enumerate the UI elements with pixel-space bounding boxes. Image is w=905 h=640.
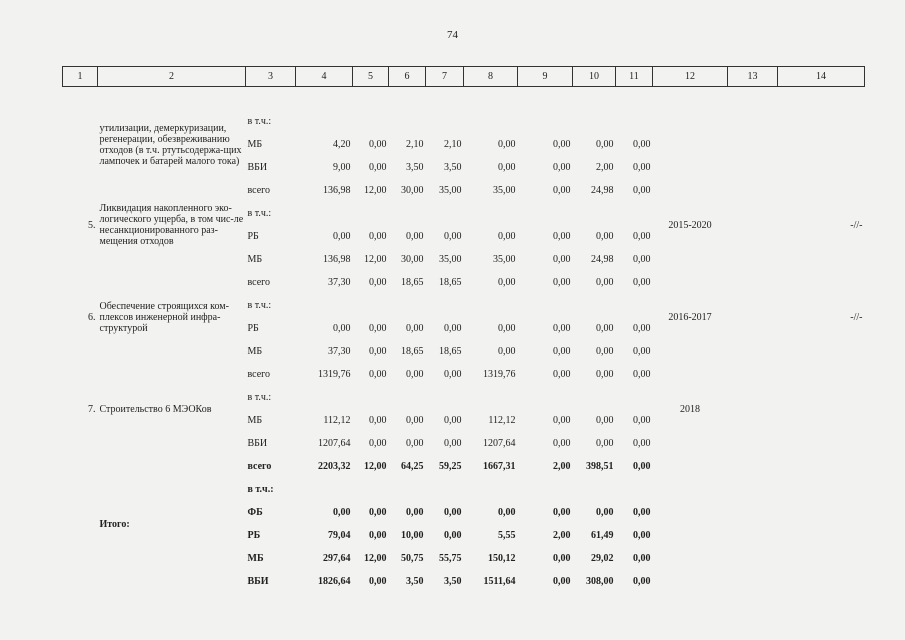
value-cell: 0,00 <box>369 530 387 541</box>
value-cell <box>518 478 573 501</box>
funding-source: в т.ч.: <box>247 484 274 495</box>
value-cell <box>573 478 616 501</box>
value-cell: 10,00 <box>401 530 424 541</box>
value-cell: 0,00 <box>369 139 387 150</box>
value-cell: 308,00 <box>586 576 614 587</box>
value-cell: 12,00 <box>364 461 387 472</box>
page-number: 74 <box>447 29 458 41</box>
col-header: 2 <box>98 67 246 87</box>
value-cell: 0,00 <box>444 507 462 518</box>
value-cell: 0,00 <box>333 231 351 242</box>
value-cell <box>518 386 573 409</box>
value-cell: 0,00 <box>553 438 571 449</box>
value-cell <box>573 110 616 133</box>
value-cell <box>426 294 464 317</box>
funding-source: МБ <box>247 139 263 150</box>
value-cell: 1511,64 <box>483 576 516 587</box>
value-cell <box>389 478 426 501</box>
period-cell <box>653 110 728 179</box>
value-cell: 0,00 <box>444 369 462 380</box>
item-name: утилизации, демеркуризации, регенерации, обезвреживанию отходов (в т.ч. ртутьсодержа-щих лампочек и батарей малого тока) <box>99 122 242 167</box>
value-cell: 35,00 <box>493 185 516 196</box>
value-cell: 0,00 <box>596 438 614 449</box>
period-cell: 2015-2020 <box>668 219 712 231</box>
funding-source: ФБ <box>247 507 263 518</box>
table-body <box>63 87 865 594</box>
value-cell <box>353 202 389 225</box>
value-cell: 3,50 <box>444 162 462 173</box>
value-cell: 18,65 <box>439 277 462 288</box>
col13-cell <box>728 455 778 593</box>
value-cell <box>616 110 653 133</box>
value-cell: 0,00 <box>369 415 387 426</box>
value-cell <box>389 110 426 133</box>
value-cell: 24,98 <box>591 254 614 265</box>
value-cell: 9,00 <box>333 162 351 173</box>
value-cell <box>296 478 353 501</box>
value-cell: 136,98 <box>323 185 351 196</box>
funding-source: ВБИ <box>247 576 269 587</box>
value-cell: 0,00 <box>633 231 651 242</box>
value-cell: 55,75 <box>439 553 462 564</box>
value-cell: 0,00 <box>369 323 387 334</box>
value-cell <box>464 478 518 501</box>
value-cell: 24,98 <box>591 185 614 196</box>
value-cell: 1667,31 <box>483 461 516 472</box>
funding-source: в т.ч.: <box>247 208 272 219</box>
value-cell: 30,00 <box>401 254 424 265</box>
col-header: 9 <box>518 67 573 87</box>
value-cell: 0,00 <box>553 139 571 150</box>
value-cell: 79,04 <box>328 530 351 541</box>
item-number: 5. <box>88 219 96 231</box>
col14-cell <box>778 110 865 179</box>
value-cell <box>296 386 353 409</box>
value-cell: 0,00 <box>498 162 516 173</box>
value-cell: 0,00 <box>498 346 516 357</box>
value-cell: 0,00 <box>369 162 387 173</box>
value-cell: 18,65 <box>401 277 424 288</box>
col-header: 8 <box>464 67 518 87</box>
value-cell: 0,00 <box>633 162 651 173</box>
value-cell: 112,12 <box>323 415 351 426</box>
value-cell: 0,00 <box>369 231 387 242</box>
value-cell <box>389 294 426 317</box>
value-cell <box>464 294 518 317</box>
item-number: 7. <box>88 403 96 415</box>
value-cell: 3,50 <box>406 576 424 587</box>
value-cell: 61,49 <box>591 530 614 541</box>
value-cell <box>616 478 653 501</box>
value-cell: 18,65 <box>401 346 424 357</box>
value-cell: 0,00 <box>633 438 651 449</box>
value-cell: 0,00 <box>633 346 651 357</box>
value-cell: 0,00 <box>633 185 651 196</box>
value-cell: 0,00 <box>553 415 571 426</box>
value-cell: 0,00 <box>596 346 614 357</box>
value-cell: 59,25 <box>439 461 462 472</box>
funding-source: ВБИ <box>247 438 268 449</box>
value-cell: 0,00 <box>406 415 424 426</box>
value-cell: 1207,64 <box>483 438 516 449</box>
value-cell: 4,20 <box>333 139 351 150</box>
value-cell: 0,00 <box>596 415 614 426</box>
value-cell: 2,00 <box>553 530 571 541</box>
value-cell: 2,00 <box>596 162 614 173</box>
item-number <box>63 455 98 593</box>
value-cell: 0,00 <box>553 553 571 564</box>
value-cell: 0,00 <box>333 323 351 334</box>
value-cell <box>464 386 518 409</box>
value-cell: 37,30 <box>328 346 351 357</box>
value-cell: 0,00 <box>553 231 571 242</box>
value-cell <box>426 478 464 501</box>
value-cell <box>616 294 653 317</box>
col-header: 3 <box>246 67 296 87</box>
period-cell: 2018 <box>680 403 700 415</box>
value-cell: 1207,64 <box>318 438 351 449</box>
value-cell: 0,00 <box>444 323 462 334</box>
funding-source: в т.ч.: <box>247 116 272 127</box>
value-cell: 0,00 <box>406 369 424 380</box>
funding-source: в т.ч.: <box>247 300 272 311</box>
value-cell: 0,00 <box>369 576 387 587</box>
value-cell: 297,64 <box>323 553 351 564</box>
value-cell <box>353 386 389 409</box>
value-cell: 0,00 <box>444 438 462 449</box>
value-cell <box>389 202 426 225</box>
value-cell: 1826,64 <box>318 576 351 587</box>
funding-source: РБ <box>247 323 259 334</box>
value-cell <box>353 294 389 317</box>
funding-source: всего <box>247 461 272 472</box>
value-cell: 0,00 <box>633 553 651 564</box>
value-cell <box>353 110 389 133</box>
item-name: Обеспечение строящихся ком-плексов инженерной инфра-структурой <box>99 300 229 334</box>
value-cell: 0,00 <box>498 231 516 242</box>
value-cell: 5,55 <box>498 530 516 541</box>
item-name: Ликвидация накопленного эко-логического ущерба, в том чис-ле несанкционированного раз-мещения отходов <box>99 203 244 247</box>
value-cell: 0,00 <box>596 231 614 242</box>
value-cell: 0,00 <box>369 507 387 518</box>
value-cell: 0,00 <box>444 530 462 541</box>
value-cell <box>518 294 573 317</box>
value-cell: 12,00 <box>364 185 387 196</box>
value-cell: 12,00 <box>364 254 387 265</box>
value-cell: 0,00 <box>498 323 516 334</box>
funding-source: всего <box>247 277 271 288</box>
value-cell: 64,25 <box>401 461 424 472</box>
value-cell: 3,50 <box>406 162 424 173</box>
value-cell <box>426 110 464 133</box>
col14-cell: -//- <box>850 219 863 231</box>
value-cell <box>353 478 389 501</box>
value-cell: 2,00 <box>553 461 571 472</box>
value-cell <box>573 386 616 409</box>
value-cell: 0,00 <box>553 576 571 587</box>
col-header: 6 <box>389 67 426 87</box>
value-cell: 0,00 <box>633 254 651 265</box>
value-cell: 0,00 <box>498 277 516 288</box>
value-cell: 0,00 <box>498 139 516 150</box>
col13-cell <box>728 363 778 455</box>
value-cell: 0,00 <box>369 438 387 449</box>
table-row <box>63 455 865 478</box>
period-cell <box>653 455 728 593</box>
value-cell: 0,00 <box>633 369 651 380</box>
value-cell: 0,00 <box>553 507 571 518</box>
value-cell <box>426 386 464 409</box>
value-cell <box>296 202 353 225</box>
value-cell <box>573 294 616 317</box>
value-cell <box>518 202 573 225</box>
col13-cell <box>728 110 778 179</box>
value-cell: 30,00 <box>401 185 424 196</box>
value-cell: 0,00 <box>553 277 571 288</box>
item-number <box>63 110 98 179</box>
value-cell: 0,00 <box>444 415 462 426</box>
value-cell: 18,65 <box>439 346 462 357</box>
funding-source: МБ <box>247 254 263 265</box>
value-cell: 0,00 <box>406 438 424 449</box>
funding-source: МБ <box>247 415 263 426</box>
value-cell: 398,51 <box>586 461 614 472</box>
col14-cell <box>778 363 865 455</box>
value-cell <box>426 202 464 225</box>
value-cell: 0,00 <box>633 277 651 288</box>
value-cell <box>464 202 518 225</box>
funding-source: МБ <box>247 346 263 357</box>
col-header: 4 <box>296 67 353 87</box>
value-cell: 29,02 <box>591 553 614 564</box>
header-row <box>63 67 865 87</box>
table-row <box>63 110 865 133</box>
value-cell <box>464 110 518 133</box>
funding-source: РБ <box>247 530 261 541</box>
col-header: 10 <box>573 67 616 87</box>
funding-source: в т.ч.: <box>247 392 272 403</box>
value-cell: 112,12 <box>488 415 516 426</box>
value-cell <box>518 110 573 133</box>
col14-cell: -//- <box>850 311 863 323</box>
value-cell: 0,00 <box>444 231 462 242</box>
funding-source: МБ <box>247 553 264 564</box>
value-cell: 0,00 <box>596 323 614 334</box>
table-row <box>63 271 865 294</box>
value-cell: 0,00 <box>369 369 387 380</box>
value-cell: 2,10 <box>444 139 462 150</box>
value-cell: 0,00 <box>633 415 651 426</box>
value-cell: 0,00 <box>553 185 571 196</box>
value-cell: 0,00 <box>553 254 571 265</box>
value-cell: 0,00 <box>406 507 424 518</box>
value-cell <box>616 202 653 225</box>
col-header: 7 <box>426 67 464 87</box>
value-cell: 37,30 <box>328 277 351 288</box>
value-cell: 3,50 <box>444 576 462 587</box>
value-cell: 0,00 <box>633 576 651 587</box>
value-cell <box>616 386 653 409</box>
col-header: 13 <box>728 67 778 87</box>
table-row <box>63 363 865 386</box>
value-cell: 35,00 <box>493 254 516 265</box>
item-name: Строительство 6 МЭОКов <box>99 403 212 415</box>
value-cell <box>296 110 353 133</box>
value-cell: 1319,76 <box>318 369 351 380</box>
col-header: 5 <box>353 67 389 87</box>
value-cell: 0,00 <box>553 369 571 380</box>
value-cell: 150,12 <box>488 553 516 564</box>
value-cell: 0,00 <box>369 277 387 288</box>
value-cell: 35,00 <box>439 185 462 196</box>
value-cell: 0,00 <box>333 507 351 518</box>
value-cell: 0,00 <box>596 277 614 288</box>
period-cell: 2016-2017 <box>668 311 712 323</box>
col13-cell <box>728 271 778 363</box>
value-cell: 1319,76 <box>483 369 516 380</box>
funding-source: ВБИ <box>247 162 268 173</box>
col13-cell <box>728 179 778 271</box>
item-name: Итого: <box>99 518 130 530</box>
value-cell: 0,00 <box>633 507 651 518</box>
funding-source: всего <box>247 185 271 196</box>
value-cell: 35,00 <box>439 254 462 265</box>
table-row <box>63 179 865 202</box>
value-cell: 2203,32 <box>318 461 351 472</box>
value-cell: 0,00 <box>553 323 571 334</box>
col-header: 1 <box>63 67 98 87</box>
value-cell: 0,00 <box>369 346 387 357</box>
col14-cell <box>778 455 865 593</box>
value-cell: 0,00 <box>596 507 614 518</box>
value-cell: 50,75 <box>401 553 424 564</box>
funding-source: РБ <box>247 231 259 242</box>
value-cell: 0,00 <box>406 231 424 242</box>
value-cell: 0,00 <box>633 530 651 541</box>
value-cell <box>573 202 616 225</box>
value-cell: 0,00 <box>498 507 516 518</box>
value-cell: 12,00 <box>364 553 387 564</box>
value-cell: 136,98 <box>323 254 351 265</box>
value-cell: 0,00 <box>553 162 571 173</box>
value-cell: 0,00 <box>406 323 424 334</box>
value-cell: 0,00 <box>553 346 571 357</box>
funding-source: всего <box>247 369 271 380</box>
value-cell: 0,00 <box>596 369 614 380</box>
value-cell: 0,00 <box>633 139 651 150</box>
col-header: 11 <box>616 67 653 87</box>
value-cell <box>296 294 353 317</box>
value-cell <box>389 386 426 409</box>
col-header: 12 <box>653 67 728 87</box>
value-cell: 0,00 <box>633 323 651 334</box>
item-number: 6. <box>88 311 96 323</box>
value-cell: 2,10 <box>406 139 424 150</box>
program-table <box>62 66 865 593</box>
value-cell: 0,00 <box>596 139 614 150</box>
col-header: 14 <box>778 67 865 87</box>
value-cell: 0,00 <box>633 461 651 472</box>
